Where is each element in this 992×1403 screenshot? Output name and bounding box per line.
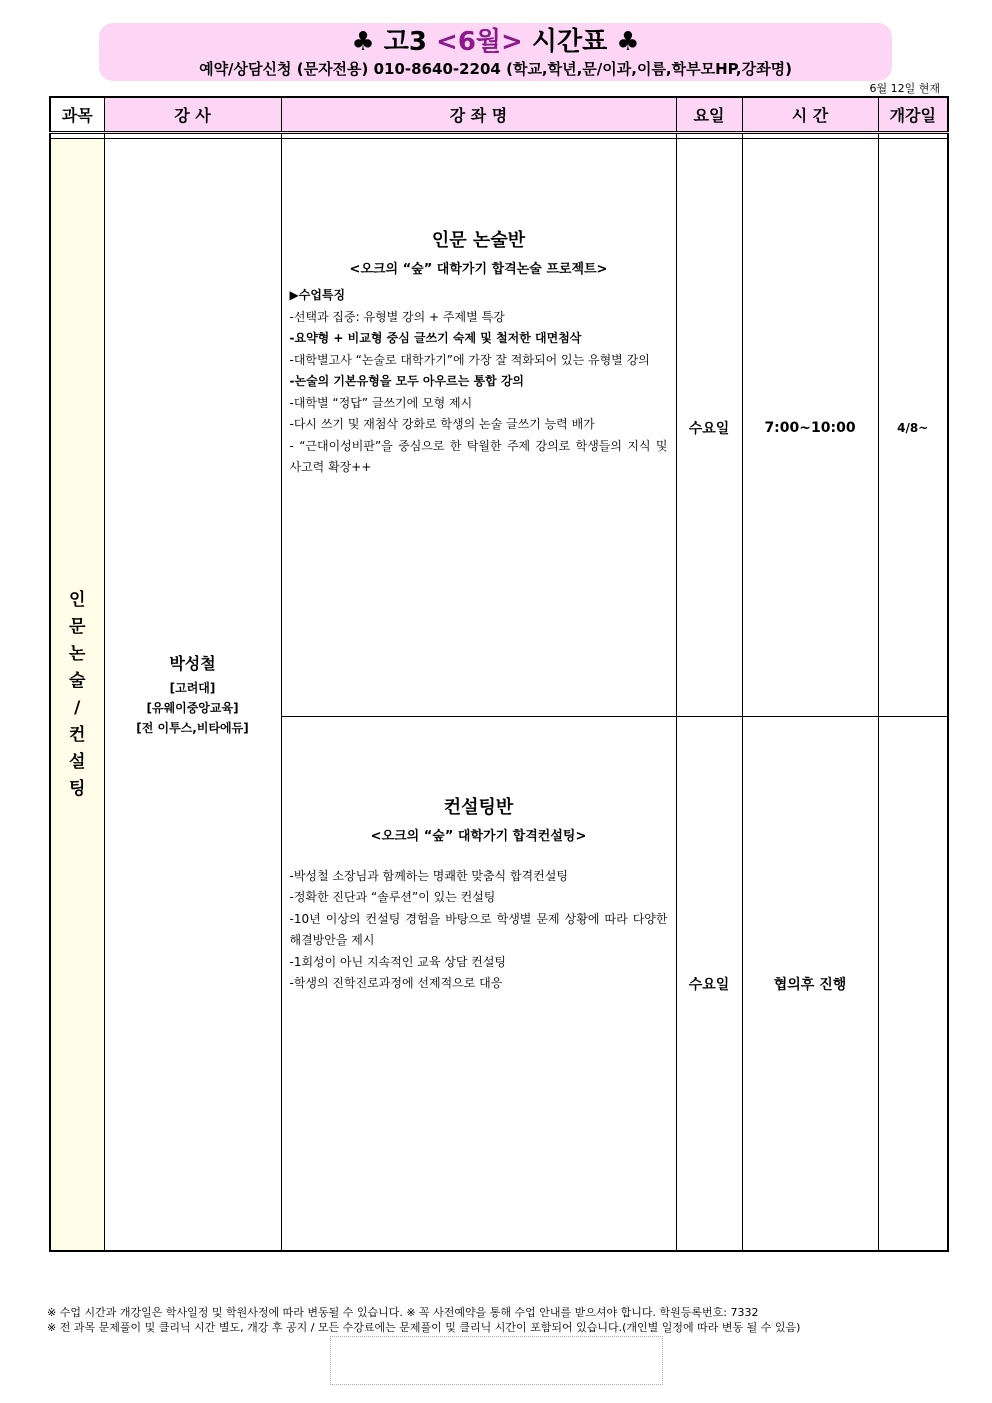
footnote: ※ 전 과목 문제풀이 및 클리닉 시간 별도, 개강 후 공지 / 모든 수강료에는 문제풀이 및 클리닉 시간이 포함되어 있습니다.(개인별 일정에 따라 변동 될 수 있음) <box>47 1321 801 1334</box>
course-open-date <box>878 717 948 1252</box>
feature-line: -논술의 기본유형을 모두 아우르는 통합 강의 <box>289 374 525 389</box>
course-cell-1 <box>281 139 676 717</box>
teacher-name: 박성철 <box>169 654 216 673</box>
teacher-affiliation: [유웨이중앙교육] <box>146 701 239 715</box>
feature-line: -정확한 진단과 “솔루션”이 있는 컨설팅 <box>289 890 496 904</box>
teacher-affiliation: [고려대] <box>169 681 216 695</box>
feature-line: -학생의 진학진로과정에 선제적으로 대응 <box>289 976 503 990</box>
title-banner <box>99 23 892 81</box>
club-icon: ♣ <box>351 27 375 57</box>
footnote: ※ 수업 시간과 개강일은 학사일정 및 학원사정에 따라 변동될 수 있습니다. ※ 꼭 사전예약을 통해 수업 안내를 받으셔야 합니다. 학원등록번호: 7332 <box>47 1306 759 1319</box>
feature-line: -대학별고사 “논술로 대학가기”에 가장 잘 적화되어 있는 유형별 강의 <box>289 352 650 367</box>
feature-line: - “근대이성비판”을 중심으로 한 탁월한 주제 강의로 학생들의 지식 및 사고력 확장++ <box>289 438 668 475</box>
course-day: 수요일 <box>676 717 742 1252</box>
title-label: 시간표 <box>531 27 608 57</box>
course-title: 컨설팅반 <box>443 796 514 818</box>
contact-line: 예약/상담신청 (문자전용) 010-8640-2204 (학교,학년,문/이과,이름,학부모HP,강좌명) <box>199 60 792 78</box>
month-label: <6월> <box>436 27 523 57</box>
course-open-date: 4/8~ <box>878 139 948 717</box>
feature-line: -요약형 + 비교형 중심 글쓰기 숙제 및 철저한 대면첨삭 <box>289 331 582 346</box>
header-row <box>50 97 948 133</box>
teacher-cell <box>104 139 281 1252</box>
feature-line: -1회성이 아닌 지속적인 교육 상담 컨설팅 <box>289 954 507 969</box>
course-cell-2 <box>281 717 676 1252</box>
footnotes <box>47 1305 800 1335</box>
course-time: 협의후 진행 <box>742 717 878 1252</box>
col-teacher: 강 사 <box>104 97 281 133</box>
as-of-date: 6월 12일 현재 <box>869 82 940 95</box>
timetable <box>49 96 949 1252</box>
feature-line: -박성철 소장님과 함께하는 명쾌한 맞춤식 합격컨설팅 <box>289 868 568 883</box>
feature-line: ▶수업특징 <box>289 288 346 303</box>
course-day: 수요일 <box>676 139 742 717</box>
course-time: 7:00~10:00 <box>742 139 878 717</box>
table-row <box>50 139 948 717</box>
col-subject: 과목 <box>50 97 104 133</box>
subject-cell: 인 문 논 술 / 컨 설 팅 <box>50 139 104 1252</box>
col-time: 시 간 <box>742 97 878 133</box>
course-subtitle: <오크의 “숲” 대학가기 합격컨설팅> <box>370 828 587 844</box>
club-icon: ♣ <box>616 27 640 57</box>
feature-line: -대학별 “정답” 글쓰기에 모형 제시 <box>289 395 473 410</box>
course-title: 인문 논술반 <box>431 230 526 252</box>
course-subtitle: <오크의 “숲” 대학가기 합격논술 프로젝트> <box>349 262 608 278</box>
col-open: 개강일 <box>878 97 948 133</box>
feature-line: -다시 쓰기 및 재첨삭 강화로 학생의 논술 글쓰기 능력 배가 <box>289 417 595 432</box>
teacher-affiliation: [전 이투스,비타에듀] <box>136 721 249 735</box>
page-title <box>99 25 892 59</box>
col-course: 강 좌 명 <box>281 97 676 133</box>
grade-label: 고3 <box>383 27 427 57</box>
stamp-box <box>330 1336 663 1385</box>
feature-line: -선택과 집중: 유형별 강의 + 주제별 특강 <box>289 309 505 324</box>
feature-line: -10년 이상의 컨설팅 경험을 바탕으로 학생별 문제 상황에 따라 다양한 해결방안을 제시 <box>289 911 668 947</box>
col-day: 요일 <box>676 97 742 133</box>
